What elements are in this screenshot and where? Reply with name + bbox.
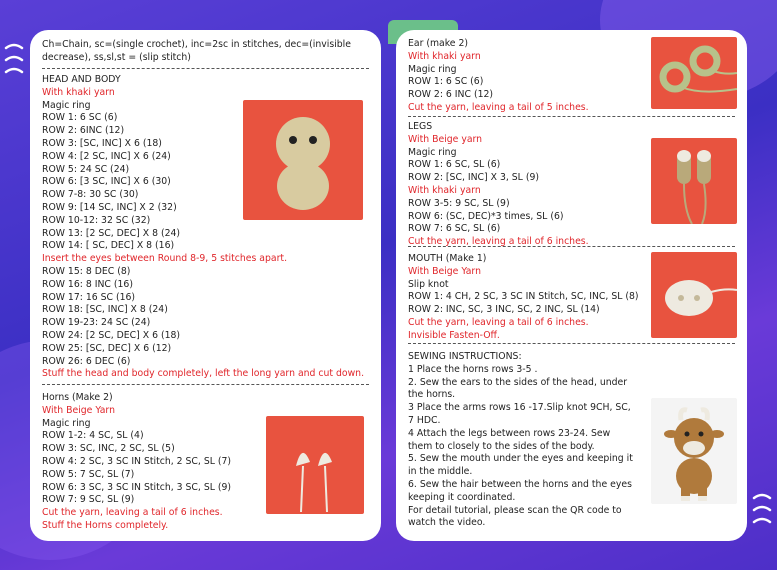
section-title: HEAD AND BODY [42,74,121,85]
instruction-line: Magic ring [42,99,91,111]
instruction-line: Cut the yarn, leaving a tail of 6 inches. [42,507,223,519]
instruction-line: ROW 2: 6 INC (12) [408,89,494,101]
instruction-line: ROW 5: 24 SC (24) [42,163,130,175]
instruction-line: Magic ring [42,417,91,429]
instruction-line: ROW 6: [3 SC, INC] X 6 (30) [42,176,171,188]
instruction-line: 4 Attach the legs between rows 23-24. Sew them to closely to the sides of the body. [408,427,611,452]
instruction-list [408,364,636,530]
instruction-line: Cut the yarn, leaving a tail of 6 inches. [408,316,589,328]
yarn-note: With Beige Yarn [42,404,115,416]
instruction-line: Invisible Fasten-Off. [408,329,500,341]
mouth-photo [651,252,737,338]
instruction-line: ROW 3: [SC, INC] X 6 (18) [42,137,162,149]
instruction-line: ROW 7-8: 30 SC (30) [42,189,139,201]
instruction-line: ROW 2: [SC, INC] X 3, SL (9) [408,172,539,184]
right-wave-decoration [750,490,776,560]
instruction-line: ROW 4: [2 SC, INC] X 6 (24) [42,150,171,162]
divider [42,68,369,69]
instruction-line: For detail tutorial, please scan the QR code to watch the video. [408,504,622,529]
instruction-line: ROW 9: [14 SC, INC] X 2 (32) [42,201,177,213]
instruction-line: ROW 17: 16 SC (16) [42,291,136,303]
instruction-line: ROW 14: [ SC, DEC] X 8 (16) [42,240,175,252]
divider [408,116,735,117]
section-title: SEWING INSTRUCTIONS: [408,351,522,362]
instruction-line: ROW 3-5: 9 SC, SL (9) [408,197,510,209]
instruction-line: 1 Place the horns rows 3-5 . [408,363,538,375]
instruction-line: ROW 16: 8 INC (16) [42,278,133,290]
divider [408,246,735,247]
instruction-line: ROW 15: 8 DEC (8) [42,265,131,277]
left-pattern-page [30,30,381,541]
finished-toy-photo [651,398,737,504]
instruction-line: ROW 7: 9 SC, SL (9) [42,494,135,506]
divider [42,384,369,385]
instruction-line: ROW 4: 2 SC, 3 SC IN Stitch, 2 SC, SL (7) [42,455,232,467]
instruction-line: ROW 1: 6 SC (6) [408,76,484,88]
instruction-line: ROW 2: 6INC (12) [42,125,125,137]
left-wave-decoration [2,40,28,110]
instruction-line: Stuff the Horns completely. [42,519,169,531]
instruction-line: ROW 18: [SC, INC] X 8 (24) [42,304,168,316]
ear-photo [651,37,737,109]
instruction-line: ROW 1: 6 SC, SL (6) [408,159,501,171]
horns-photo [266,416,364,514]
head-body-photo [243,100,363,220]
instruction-line: 2. Sew the ears to the sides of the head, under the horns. [408,376,628,401]
yarn-note: With Beige yarn [408,133,483,145]
instruction-line: ROW 13: [2 SC, DEC] X 8 (24) [42,227,181,239]
instruction-line: With khaki yarn [408,184,481,196]
instruction-line: ROW 3: SC, INC, 2 SC, SL (5) [42,443,175,455]
instruction-line: Cut the yarn, leaving a tail of 5 inches. [408,101,589,113]
instruction-line: ROW 2: INC, SC, 3 INC, SC, 2 INC, SL (14) [408,304,600,316]
instruction-line: ROW 1-2: 4 SC, SL (4) [42,430,144,442]
instruction-line: ROW 7: 6 SC, SL (6) [408,223,501,235]
section-title: LEGS [408,121,433,132]
right-pattern-page [396,30,747,541]
yarn-note: With khaki yarn [42,86,115,98]
instruction-line: Slip knot [408,278,449,290]
instruction-line: Stuff the head and body completely, left the long yarn and cut down. [42,368,365,380]
instruction-line: ROW 19-23: 24 SC (24) [42,317,151,329]
instruction-line: ROW 25: [SC, DEC] X 6 (12) [42,342,172,354]
instruction-line: ROW 6: (SC, DEC)*3 times, SL (6) [408,210,564,222]
abbreviation-legend: Ch=Chain, sc=(single crochet), inc=2sc in stitches, dec=(invisible decrease), ss,sl,st = (slip stitch) [42,39,351,63]
yarn-note: With Beige Yarn [408,265,481,277]
instruction-line: 3 Place the arms rows 16 -17.Slip knot 9CH, SC, 7 HDC. [408,402,631,426]
instruction-line: Cut the yarn, leaving a tail of 6 inches. [408,236,589,248]
divider [408,343,735,344]
section-title: Ear (make 2) [408,38,468,49]
instruction-line: ROW 5: 7 SC, SL (7) [42,468,135,480]
instruction-line: 6. Sew the hair between the horns and the eyes keeping it coordinated. [408,478,632,503]
instruction-line: ROW 1: 4 CH, 2 SC, 3 SC IN Stitch, SC, INC, SL (8) [408,291,639,303]
section-title: Horns (Make 2) [42,392,113,403]
instruction-line: Magic ring [408,146,457,158]
instruction-line: ROW 6: 3 SC, 3 SC IN Stitch, 3 SC, SL (9) [42,481,232,493]
section-title: MOUTH (Make 1) [408,253,487,264]
legs-photo [651,138,737,224]
instruction-line: ROW 24: [2 SC, DEC] X 6 (18) [42,329,181,341]
instruction-line: ROW 10-12: 32 SC (32) [42,214,151,226]
instruction-line: ROW 26: 6 DEC (6) [42,355,131,367]
instruction-line: Insert the eyes between Round 8-9, 5 stitches apart. [42,253,288,265]
instruction-line: Magic ring [408,63,457,75]
instruction-line: 5. Sew the mouth under the eyes and keeping it in the middle. [408,453,633,478]
instruction-line: ROW 1: 6 SC (6) [42,112,118,124]
yarn-note: With khaki yarn [408,50,481,62]
